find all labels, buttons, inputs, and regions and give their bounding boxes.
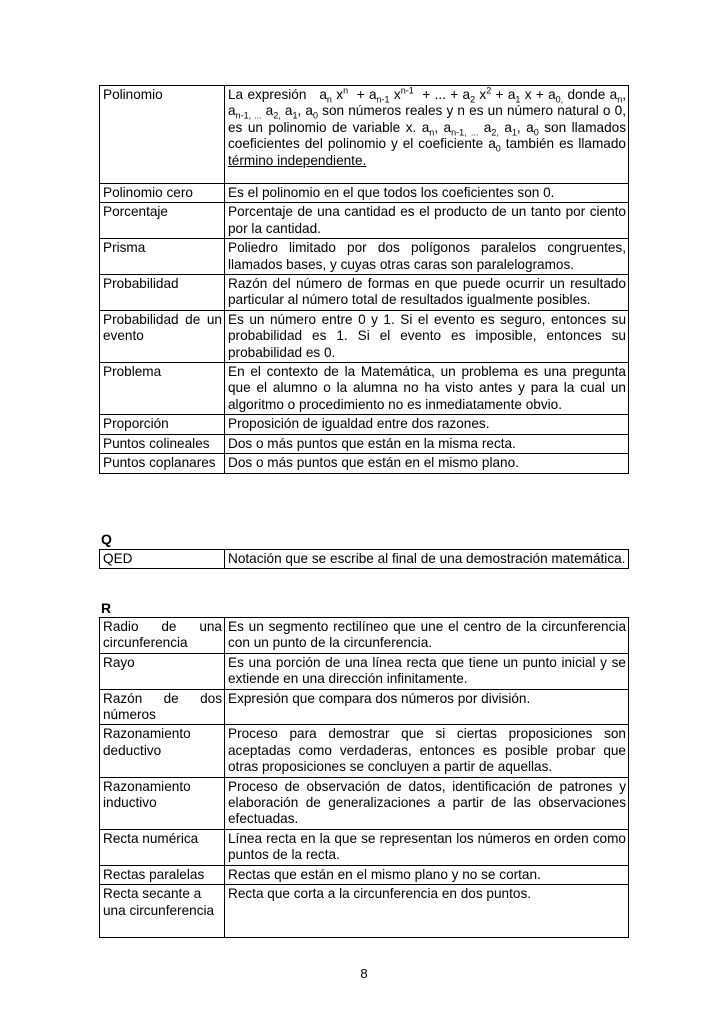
term-cell: Polinomio — [100, 86, 225, 184]
table-row — [100, 203, 629, 239]
definition-cell: Línea recta en la que se representan los números en orden como puntos de la recta. — [225, 829, 629, 865]
table-row — [100, 725, 629, 777]
section-letter-r: R — [101, 600, 112, 616]
underlined-term: término independiente. — [228, 152, 367, 168]
definition-cell: Es un segmento rectilíneo que une el centro de la circunferencia con un punto de la circunferencia. — [225, 618, 629, 654]
table-row — [100, 310, 629, 362]
term-cell: Polinomio cero — [100, 184, 225, 203]
definition-text: también es llamado — [505, 136, 626, 152]
definition-cell: Recta que corta a la circunferencia en dos puntos. — [225, 885, 629, 938]
term-cell: Razonamiento deductivo — [100, 725, 225, 777]
term-cell: Rayo — [100, 653, 225, 689]
term-cell: Recta secante a una circunferencia — [100, 885, 225, 938]
definition-cell: Proceso de observación de datos, identificación de patrones y elaboración de generalizaciones a partir de las observaciones efectuadas. — [225, 777, 629, 829]
definition-cell: En el contexto de la Matemática, un problema es una pregunta que el alumno o la alumna no ha visto antes y para la cual un algoritmo o procedimiento no es inmediatamente obvio. — [225, 363, 629, 415]
definition-cell: Notación que se escribe al final de una demostración matemática. — [225, 550, 629, 569]
section-letter-q: Q — [101, 531, 112, 547]
definition-cell: Dos o más puntos que están en el mismo plano. — [225, 454, 629, 473]
table-row — [100, 239, 629, 275]
definition-cell: Rectas que están en el mismo plano y no se cortan. — [225, 865, 629, 884]
term-cell: Puntos colineales — [100, 434, 225, 453]
definition-text: son llamados coeficientes del polinomio y el coeficiente — [228, 119, 626, 152]
table-row — [100, 86, 629, 184]
table-row — [100, 653, 629, 689]
table-row — [100, 777, 629, 829]
table-row — [100, 550, 629, 569]
term-cell: QED — [100, 550, 225, 569]
definition-cell: Proceso para demostrar que si ciertas proposiciones son aceptadas como verdaderas, entonces es posible probar que otras proposiciones se concluyen a partir de aquellas. — [225, 725, 629, 777]
page-number: 8 — [360, 966, 368, 981]
definition-cell: Es una porción de una línea recta que tiene un punto inicial y se extiende en una dirección infinitamente. — [225, 653, 629, 689]
definition-cell: Razón del número de formas en que puede ocurrir un resultado particular al número total de resultados igualmente posibles. — [225, 275, 629, 311]
table-row — [100, 829, 629, 865]
term-cell: Proporción — [100, 415, 225, 434]
definition-cell: La expresión $a_n$ $x^n + a_{n-1}$ $x^{n-1}$ + ... + $a_2$ $x^2 + a_1$ $x + a_{0,}$ donde $a_n$, $a_{n-1, ...}$ $a_{2,}$ $a_1$, $a_0$ son números reales y n es un número natural o 0, es un polinomio de variable x. $a_n$, $a_{n-1, ...}$ $a_{2,}$ $a_1$, $a_0$ son llamados coeficientes del polinomio y el coeficiente $a_0$ también es llamado término independiente. — [225, 86, 629, 184]
definition-text: son números reales y n es un número natural o 0, es un polinomio de variable x. — [228, 103, 626, 135]
definition-cell: Porcentaje de una cantidad es el producto de un tanto por ciento por la cantidad. — [225, 203, 629, 239]
table-row — [100, 618, 629, 654]
term-cell: Probabilidad de un evento — [100, 310, 225, 362]
table-row — [100, 885, 629, 938]
definition-text: La expresión — [228, 87, 307, 102]
table-row — [100, 415, 629, 434]
table-row — [100, 363, 629, 415]
term-cell: Radio de una circunferencia — [100, 618, 225, 654]
definition-cell: Proposición de igualdad entre dos razones. — [225, 415, 629, 434]
table-row — [100, 454, 629, 473]
table-row — [100, 275, 629, 311]
term-cell: Rectas paralelas — [100, 865, 225, 884]
term-cell: Porcentaje — [100, 203, 225, 239]
definition-cell: Dos o más puntos que están en la misma recta. — [225, 434, 629, 453]
table-row — [100, 184, 629, 203]
glossary-table-q — [99, 549, 629, 569]
definition-cell: Expresión que compara dos números por división. — [225, 689, 629, 725]
definition-cell: Es el polinomio en el que todos los coeficientes son 0. — [225, 184, 629, 203]
term-cell: Puntos coplanares — [100, 454, 225, 473]
term-cell: Prisma — [100, 239, 225, 275]
definition-cell: Es un número entre 0 y 1. Si el evento es seguro, entonces su probabilidad es 1. Si el evento es imposible, entonces su probabilidad es 0. — [225, 310, 629, 362]
table-row — [100, 689, 629, 725]
definition-text: donde — [567, 87, 606, 102]
term-cell: Probabilidad — [100, 275, 225, 311]
term-cell: Problema — [100, 363, 225, 415]
term-cell: Razón de dos números — [100, 689, 225, 725]
definition-cell: Poliedro limitado por dos polígonos paralelos congruentes, llamados bases, y cuyas otras caras son paralelogramos. — [225, 239, 629, 275]
glossary-table-r — [99, 617, 629, 938]
table-row — [100, 434, 629, 453]
glossary-table-p — [99, 85, 629, 474]
term-cell: Razonamiento inductivo — [100, 777, 225, 829]
term-cell: Recta numérica — [100, 829, 225, 865]
table-row — [100, 865, 629, 884]
